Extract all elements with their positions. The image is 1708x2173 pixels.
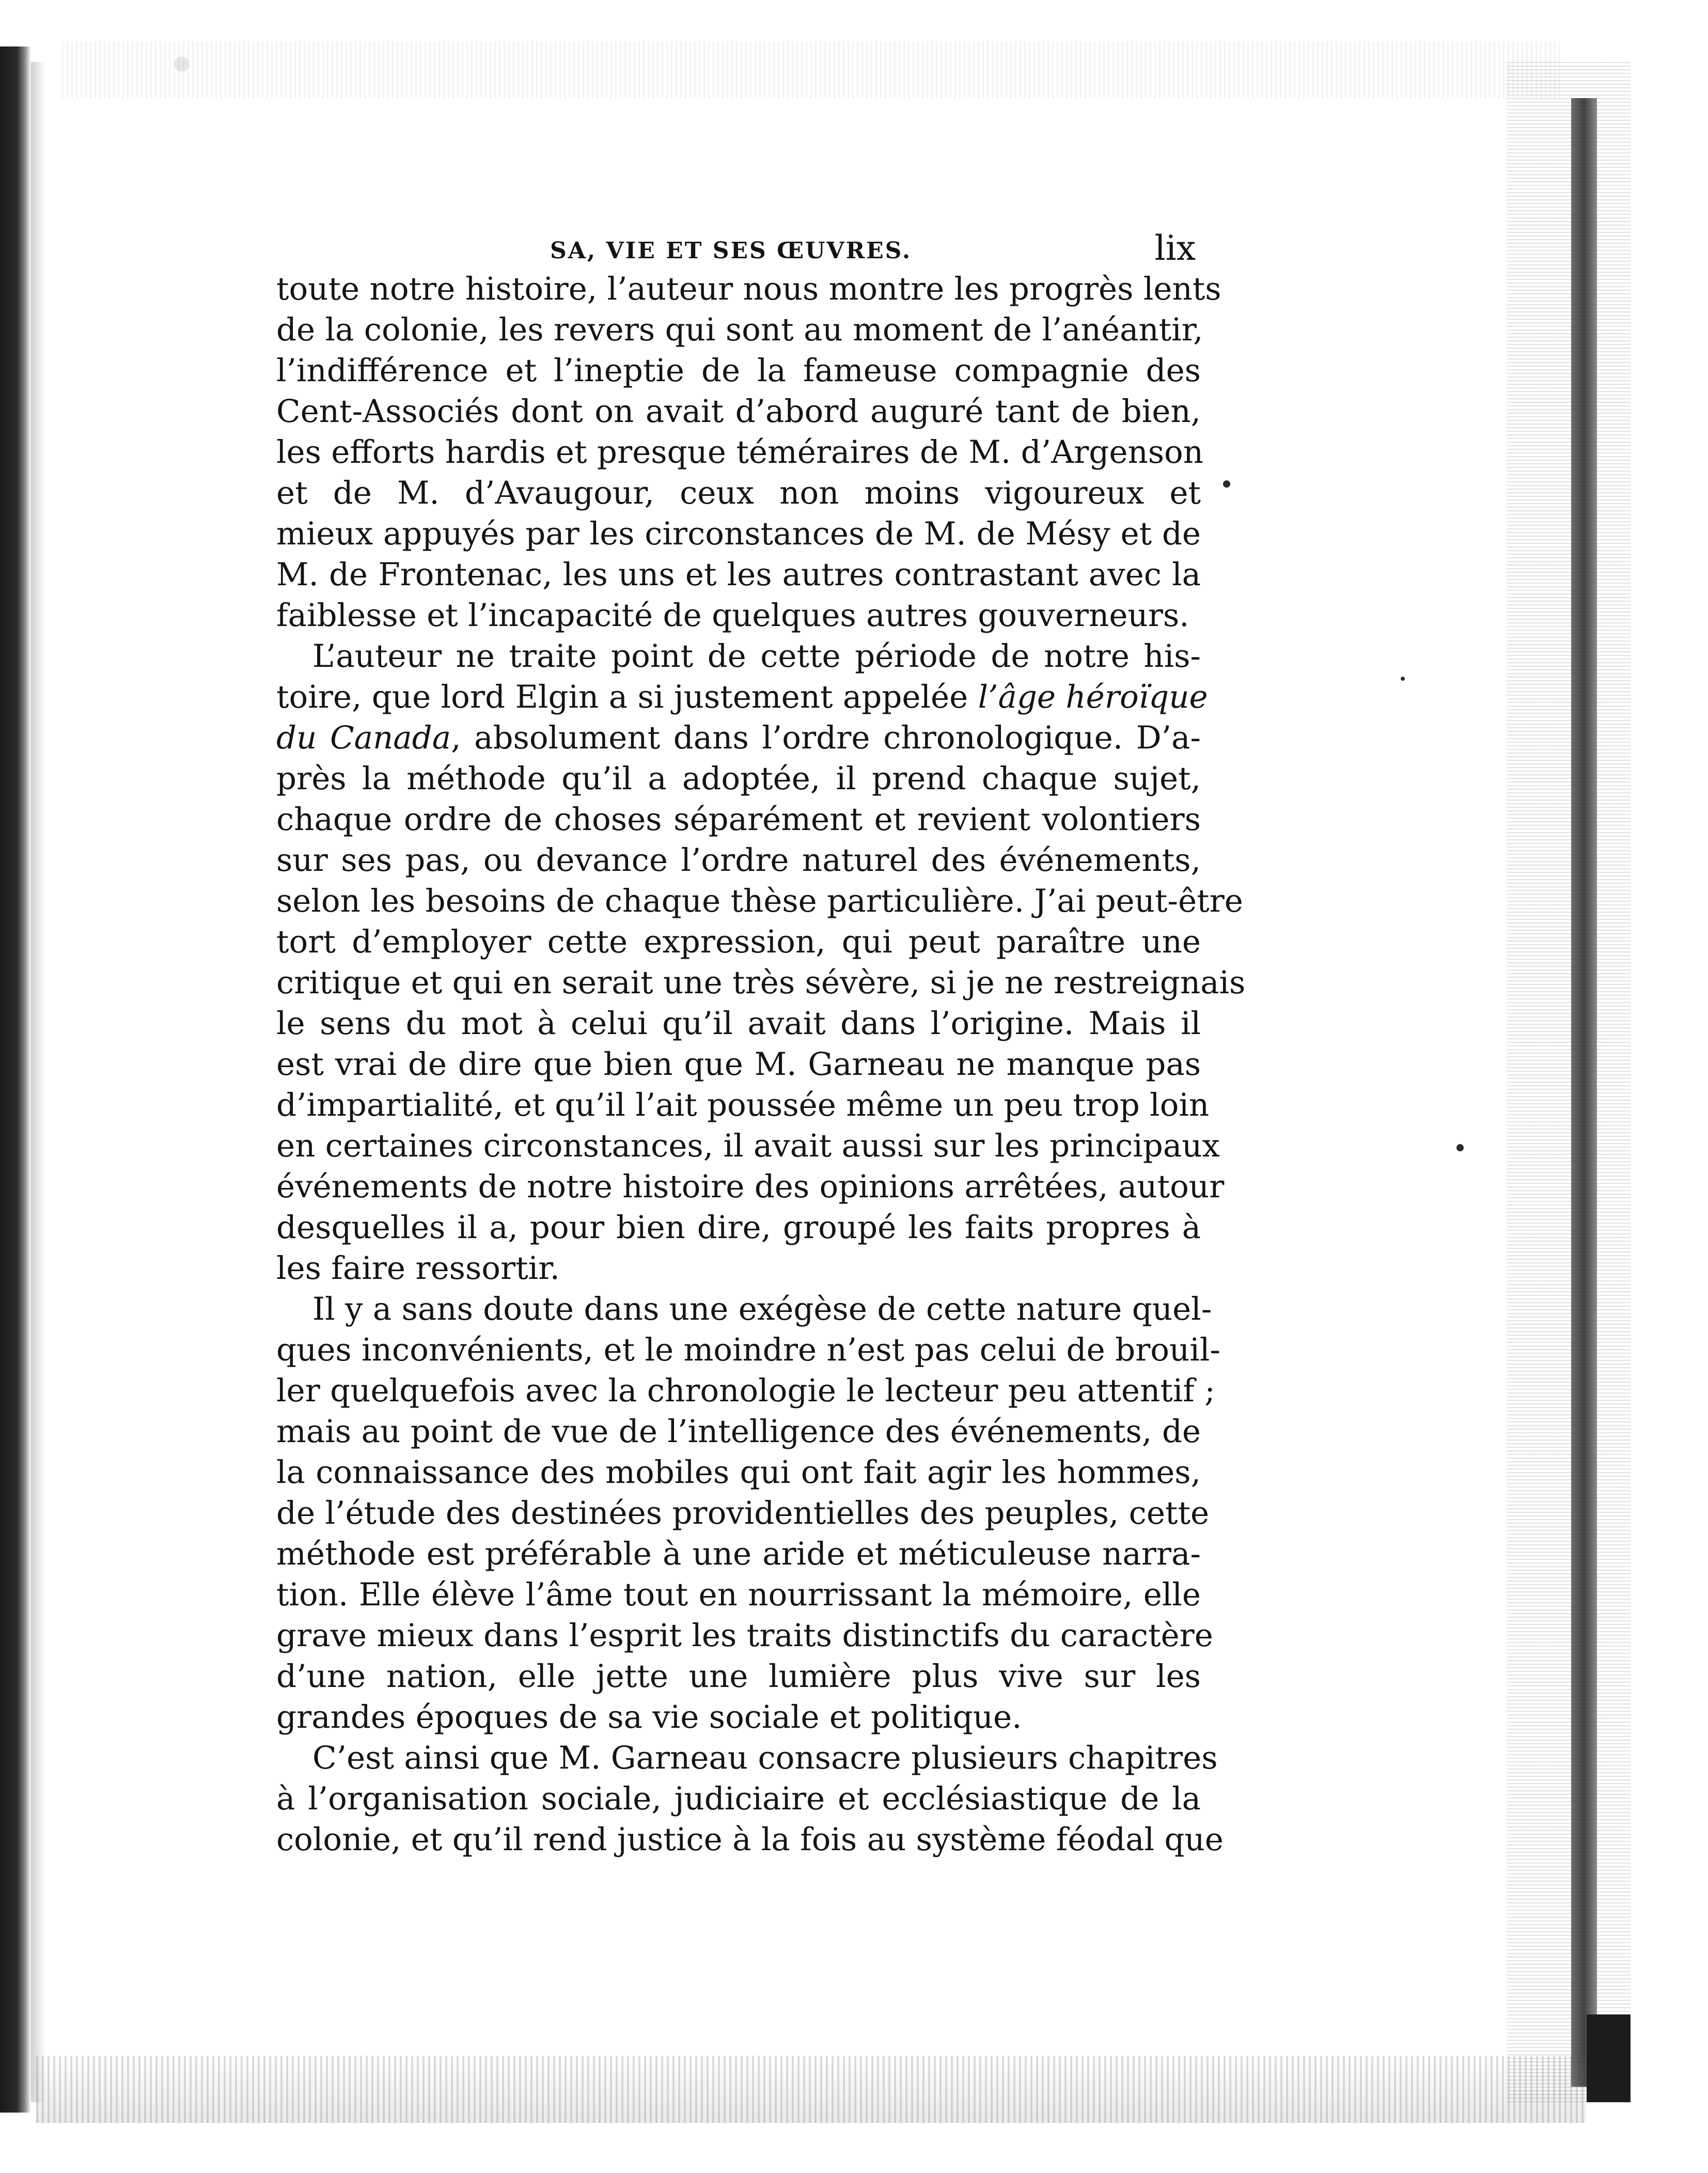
text-line: Cent-Associés dont on avait d’abord auguré tant de bien, xyxy=(276,393,1201,430)
scan-left-shadow xyxy=(31,62,45,2102)
text-line: la connaissance des mobiles qui ont fait agir les hommes, xyxy=(276,1454,1201,1491)
text-line: à l’organisation sociale, judiciaire et ecclésiastique de la xyxy=(276,1780,1201,1817)
text-fragment: toire, que lord Elgin a si justement appelée xyxy=(276,679,978,715)
page-number: lix xyxy=(1154,228,1196,268)
italic-phrase: l’âge héroïque xyxy=(978,679,1208,715)
text-line: les faire ressortir. xyxy=(276,1250,560,1287)
ink-speck xyxy=(1401,677,1405,681)
text-line: L’auteur ne traite point de cette période de notre his- xyxy=(312,638,1201,675)
ink-speck xyxy=(1456,1144,1464,1151)
text-line: le sens du mot à celui qu’il avait dans l’origine. Mais il xyxy=(276,1005,1201,1042)
text-line xyxy=(276,677,1208,717)
book-page xyxy=(276,222,1246,1860)
text-line: faiblesse et l’incapacité de quelques autres gouverneurs. xyxy=(276,597,1189,634)
paragraph xyxy=(276,636,1246,1289)
text-line: toute notre histoire, l’auteur nous montre les progrès lents xyxy=(276,271,1221,307)
paragraph xyxy=(276,1289,1220,1738)
text-line: tort d’employer cette expression, qui peut paraître une xyxy=(276,924,1201,960)
text-line: est vrai de dire que bien que M. Garneau ne manque pas xyxy=(276,1046,1201,1083)
running-title: SA, VIE ET SES ŒUVRES. xyxy=(550,238,912,264)
text-line: grandes époques de sa vie sociale et politique. xyxy=(276,1699,1022,1736)
text-line: près la méthode qu’il a adoptée, il prend chaque sujet, xyxy=(276,760,1201,797)
text-line: de l’étude des destinées providentielles des peuples, cette xyxy=(276,1495,1210,1531)
italic-phrase: du Canada xyxy=(276,720,451,756)
text-line: M. de Frontenac, les uns et les autres contrastant avec la xyxy=(276,556,1201,593)
text-line: de la colonie, les revers qui sont au moment de l’anéantir, xyxy=(276,311,1203,348)
scan-top-edge xyxy=(62,41,1560,98)
scan-right-edge xyxy=(1507,62,1631,2102)
text-line: chaque ordre de choses séparément et revient volontiers xyxy=(276,801,1201,838)
text-line: desquelles il a, pour bien dire, groupé les faits propres à xyxy=(276,1209,1201,1246)
ink-speck xyxy=(1223,480,1230,488)
text-line: et de M. d’Avaugour, ceux non moins vigoureux et xyxy=(276,475,1201,511)
running-head xyxy=(276,222,1201,269)
text-line: C’est ainsi que M. Garneau consacre plusieurs chapitres xyxy=(312,1740,1218,1776)
text-line: mais au point de vue de l’intelligence des événements, de xyxy=(276,1413,1201,1450)
text-line: ler quelquefois avec la chronologie le lecteur peu attentif ; xyxy=(276,1372,1215,1409)
text-line: tion. Elle élève l’âme tout en nourrissant la mémoire, elle xyxy=(276,1576,1201,1613)
text-line: d’une nation, elle jette une lumière plus vive sur les xyxy=(276,1658,1201,1695)
scan-right-binding xyxy=(1571,98,1597,2087)
text-line: événements de notre histoire des opinions arrêtées, autour xyxy=(276,1168,1225,1205)
text-line: méthode est préférable à une aride et méticuleuse narra- xyxy=(276,1536,1201,1572)
text-line: Il y a sans doute dans une exégèse de cette nature quel- xyxy=(312,1291,1212,1327)
text-line xyxy=(276,717,1201,758)
paragraph xyxy=(276,269,1221,636)
text-line: mieux appuyés par les circonstances de M. de Mésy et de xyxy=(276,515,1201,552)
scan-left-edge xyxy=(0,46,31,2113)
text-line: sur ses pas, ou devance l’ordre naturel des événements, xyxy=(276,842,1201,879)
text-line: grave mieux dans l’esprit les traits distinctifs du caractère xyxy=(276,1617,1213,1654)
text-line: colonie, et qu’il rend justice à la fois au système féodal que xyxy=(276,1821,1224,1858)
scan-right-dark-block xyxy=(1587,2014,1631,2102)
text-line: ques inconvénients, et le moindre n’est pas celui de brouil- xyxy=(276,1332,1220,1368)
scan-bottom-edge xyxy=(36,2056,1586,2123)
text-line: d’impartialité, et qu’il l’ait poussée même un peu trop loin xyxy=(276,1087,1210,1123)
text-line: selon les besoins de chaque thèse particulière. J’ai peut-être xyxy=(276,883,1243,919)
text-line: critique et qui en serait une très sévère, si je ne restreignais xyxy=(276,964,1246,1001)
text-fragment: , absolument dans l’ordre chronologique. D’a- xyxy=(451,720,1201,756)
body-text xyxy=(276,269,1246,1860)
text-line: en certaines circonstances, il avait aussi sur les principaux xyxy=(276,1128,1220,1164)
text-line: les efforts hardis et presque téméraires de M. d’Argenson xyxy=(276,434,1204,471)
text-line: l’indifférence et l’ineptie de la fameuse compagnie des xyxy=(276,352,1201,389)
paragraph xyxy=(276,1738,1224,1860)
